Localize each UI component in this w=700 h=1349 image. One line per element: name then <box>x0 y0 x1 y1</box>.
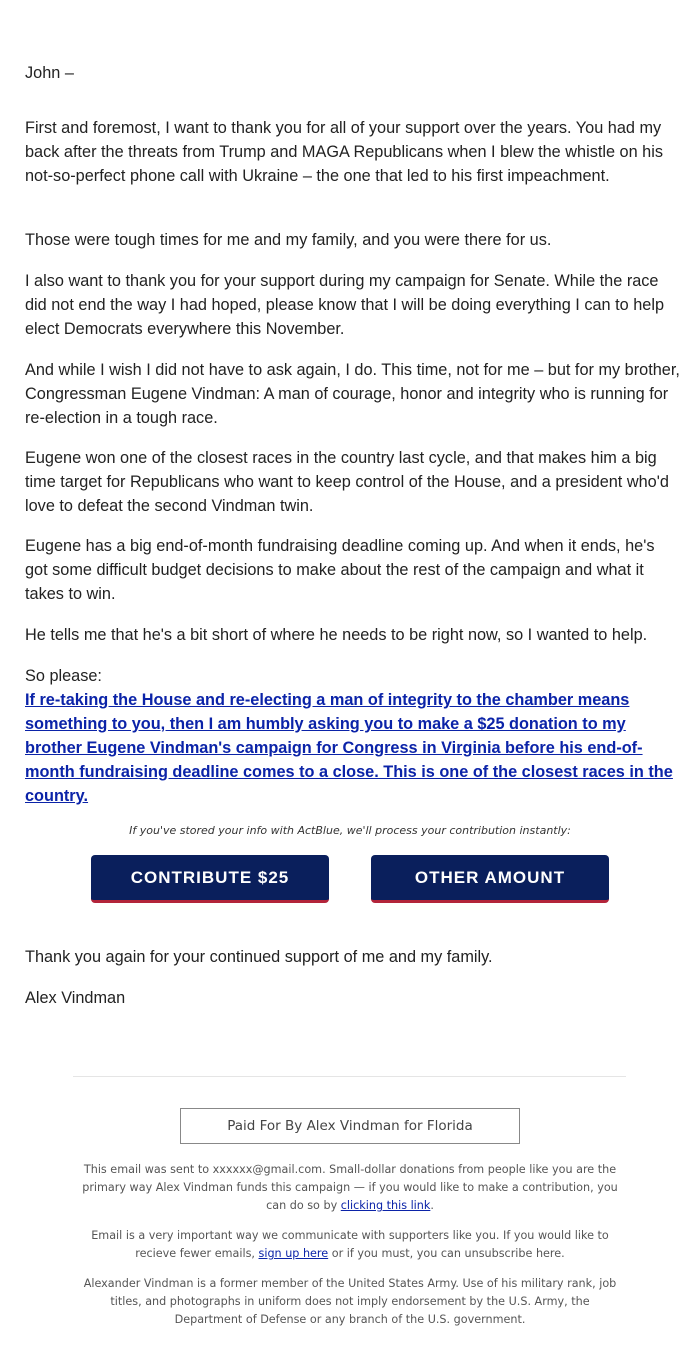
greeting: John – <box>25 64 74 82</box>
footer-divider <box>73 1076 626 1077</box>
paragraph-5: Eugene won one of the closest races in the country last cycle, and that makes him a big time target for Republicans who want to keep control of the House, and a president who'd love to defeat the second Vindman twin. <box>25 449 669 516</box>
footer-email-pref-text: Email is a very important way we communicate with supporters like you. If you would like to recieve fewer emails, <box>91 1229 609 1260</box>
paragraph-3: I also want to thank you for your support during my campaign for Senate. While the race did not end the way I had hoped, please know that I will be doing everything I can to help elect Democrats everywhere this November. <box>25 272 665 339</box>
paragraph-2: Those were tough times for me and my family, and you were there for us. <box>25 231 552 250</box>
footer-email-pref-suffix: or if you must, you can unsubscribe here. <box>328 1247 565 1260</box>
paragraph-6: Eugene has a big end-of-month fundraising deadline coming up. And when it ends, he's got some difficult budget decisions to make about the rest of the campaign and what it takes to win. <box>25 537 655 604</box>
clicking-this-link[interactable]: clicking this link <box>340 1199 431 1212</box>
footer-email-preferences <box>75 1227 625 1263</box>
footer-disclaimer: Alexander Vindman is a former member of the United States Army. Use of his military rank, job titles, and photographs in uniform does not imply endorsement by the U.S. Army, the Department of Defense or any branch of the U.S. government. <box>83 1277 617 1326</box>
footer-sent-to-text: This email was sent to xxxxxx@gmail.com. Small-dollar donations from people like you are the primary way Alex Vindman funds this campaign — if you would like to make a contribution, you can do so by <box>82 1163 618 1212</box>
footer-sent-to <box>75 1161 625 1215</box>
actblue-note: If you've stored your info with ActBlue, we'll process your contribution instantly: <box>129 824 571 837</box>
other-amount-button[interactable]: OTHER AMOUNT <box>371 855 609 903</box>
paragraph-7: He tells me that he's a bit short of where he needs to be right now, so I wanted to help. <box>25 626 648 645</box>
paragraph-8: So please: <box>25 667 102 686</box>
donate-25-link[interactable]: If re-taking the House and re-electing a man of integrity to the chamber means something to you, then I am humbly asking you to make a $25 donation to my brother Eugene Vindman's campaign for Congress in Virginia before his end-of-month fundraising deadline comes to a close. This is one of the closest races in the country. <box>25 691 673 805</box>
footer-sent-to-suffix: . <box>430 1199 434 1212</box>
paid-for-box: Paid For By Alex Vindman for Florida <box>180 1108 520 1144</box>
donation-link-block <box>25 688 680 808</box>
contribute-25-button[interactable]: CONTRIBUTE $25 <box>91 855 329 903</box>
closing-line: Thank you again for your continued support of me and my family. <box>25 948 493 967</box>
paragraph-1: First and foremost, I want to thank you for all of your support over the years. You had my back after the threats from Trump and MAGA Republicans when I blew the whistle on his not-so-perfect phone call with Ukraine – the one that led to his first impeachment. <box>25 119 663 186</box>
signature: Alex Vindman <box>25 989 126 1008</box>
paragraph-4: And while I wish I did not have to ask again, I do. This time, not for me – but for my brother, Congressman Eugene Vindman: A man of courage, honor and integrity who is running for re-election in a tough race. <box>25 361 680 428</box>
sign-up-here-link[interactable]: sign up here <box>258 1247 329 1260</box>
